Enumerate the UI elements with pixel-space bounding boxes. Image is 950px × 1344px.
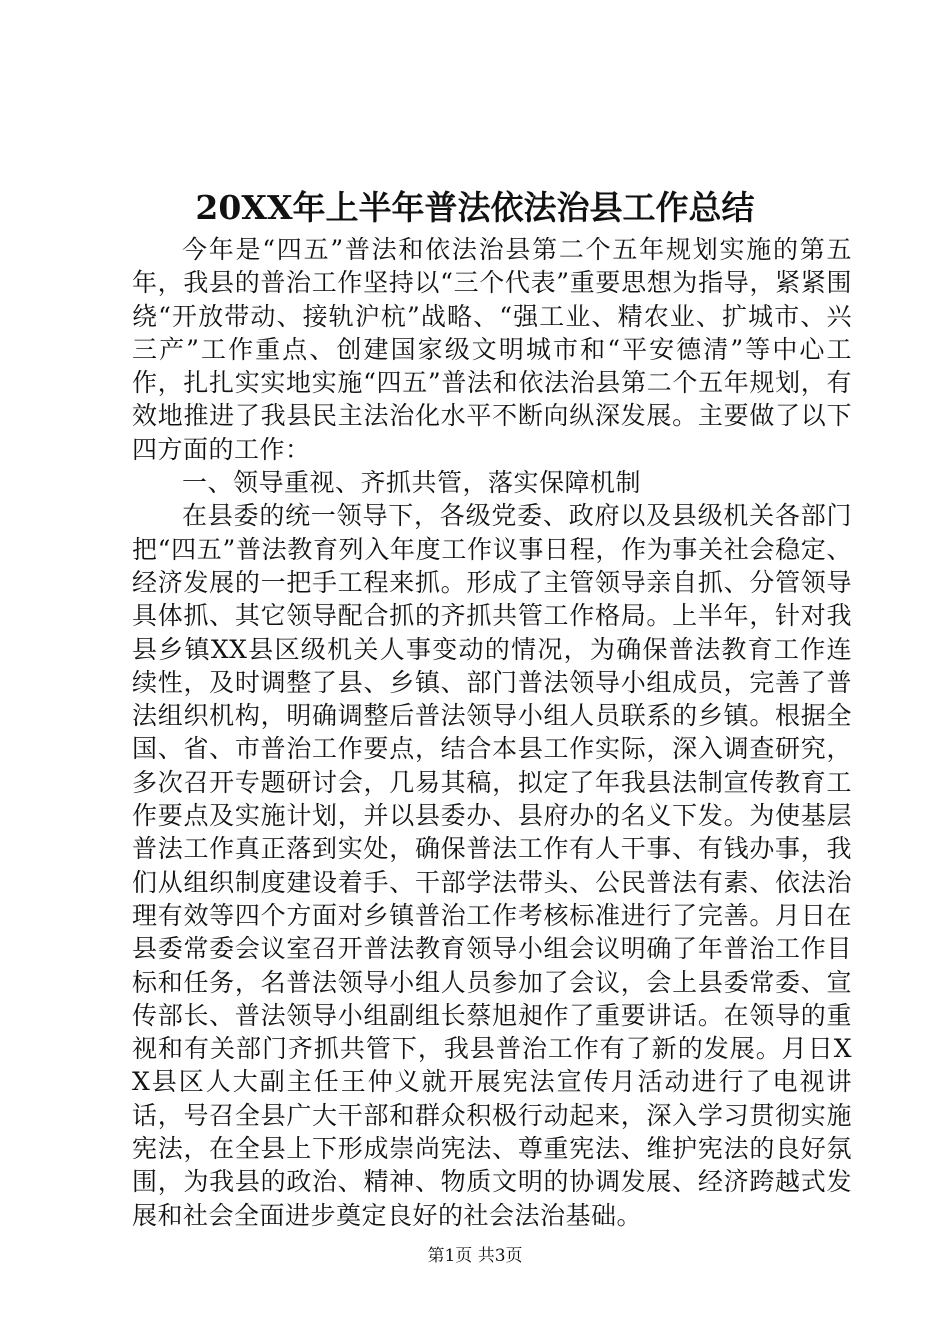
document-title: 20XX年上半年普法依法治县工作总结 bbox=[195, 188, 755, 227]
page-number-footer: 第1页 共3页 bbox=[427, 1246, 523, 1266]
document-body bbox=[132, 233, 852, 1232]
intro-paragraph: 今年是“四五”普法和依法治县第二个五年规划实施的第五年，我县的普治工作坚持以“三个代表”重要思想为指导，紧紧围绕“开放带动、接轨沪杭”战略、“强工业、精农业、扩城市、兴三产”工作重点、创建国家级文明城市和“平安德清”等中心工作，扎扎实实地实施“四五”普法和依法治县第二个五年规划，有效地推进了我县民主法治化水平不断向纵深发展。主要做了以下四方面的工作： bbox=[132, 235, 852, 464]
body-paragraph: 在县委的统一领导下，各级党委、政府以及县级机关各部门把“四五”普法教育列入年度工作议事日程，作为事关社会稳定、经济发展的一把手工程来抓。形成了主管领导亲自抓、分管领导具体抓、其它领导配合抓的齐抓共管工作格局。上半年，针对我县乡镇XX县区级机关人事变动的情况，为确保普法教育工作连续性，及时调整了县、乡镇、部门普法领导小组成员，完善了普法组织机构，明确调整后普法领导小组人员联系的乡镇。根据全国、省、市普治工作要点，结合本县工作实际，深入调查研究，多次召开专题研讨会，几易其稿，拟定了年我县法制宣传教育工作要点及实施计划，并以县委办、县府办的名义下发。为使基层普法工作真正落到实处，确保普法工作有人干事、有钱办事，我们从组织制度建设着手、干部学法带头、公民普法有素、依法治理有效等四个方面对乡镇普治工作考核标准进行了完善。月日在县委常委会议室召开普法教育领导小组会议明确了年普治工作目标和任务，名普法领导小组人员参加了会议，会上县委常委、宣传部长、普法领导小组副组长蔡旭昶作了重要讲话。在领导的重视和有关部门齐抓共管下，我县普治工作有了新的发展。月日XX县区人大副主任王仲义就开展宪法宣传月活动进行了电视讲话，号召全县广大干部和群众积极行动起来，深入学习贯彻实施宪法，在全县上下形成崇尚宪法、尊重宪法、维护宪法的良好氛围，为我县的政治、精神、物质文明的协调发展、经济跨越式发展和社会全面进步奠定良好的社会法治基础。 bbox=[132, 501, 852, 1230]
section-heading: 一、领导重视、齐抓共管，落实保障机制 bbox=[182, 468, 642, 498]
